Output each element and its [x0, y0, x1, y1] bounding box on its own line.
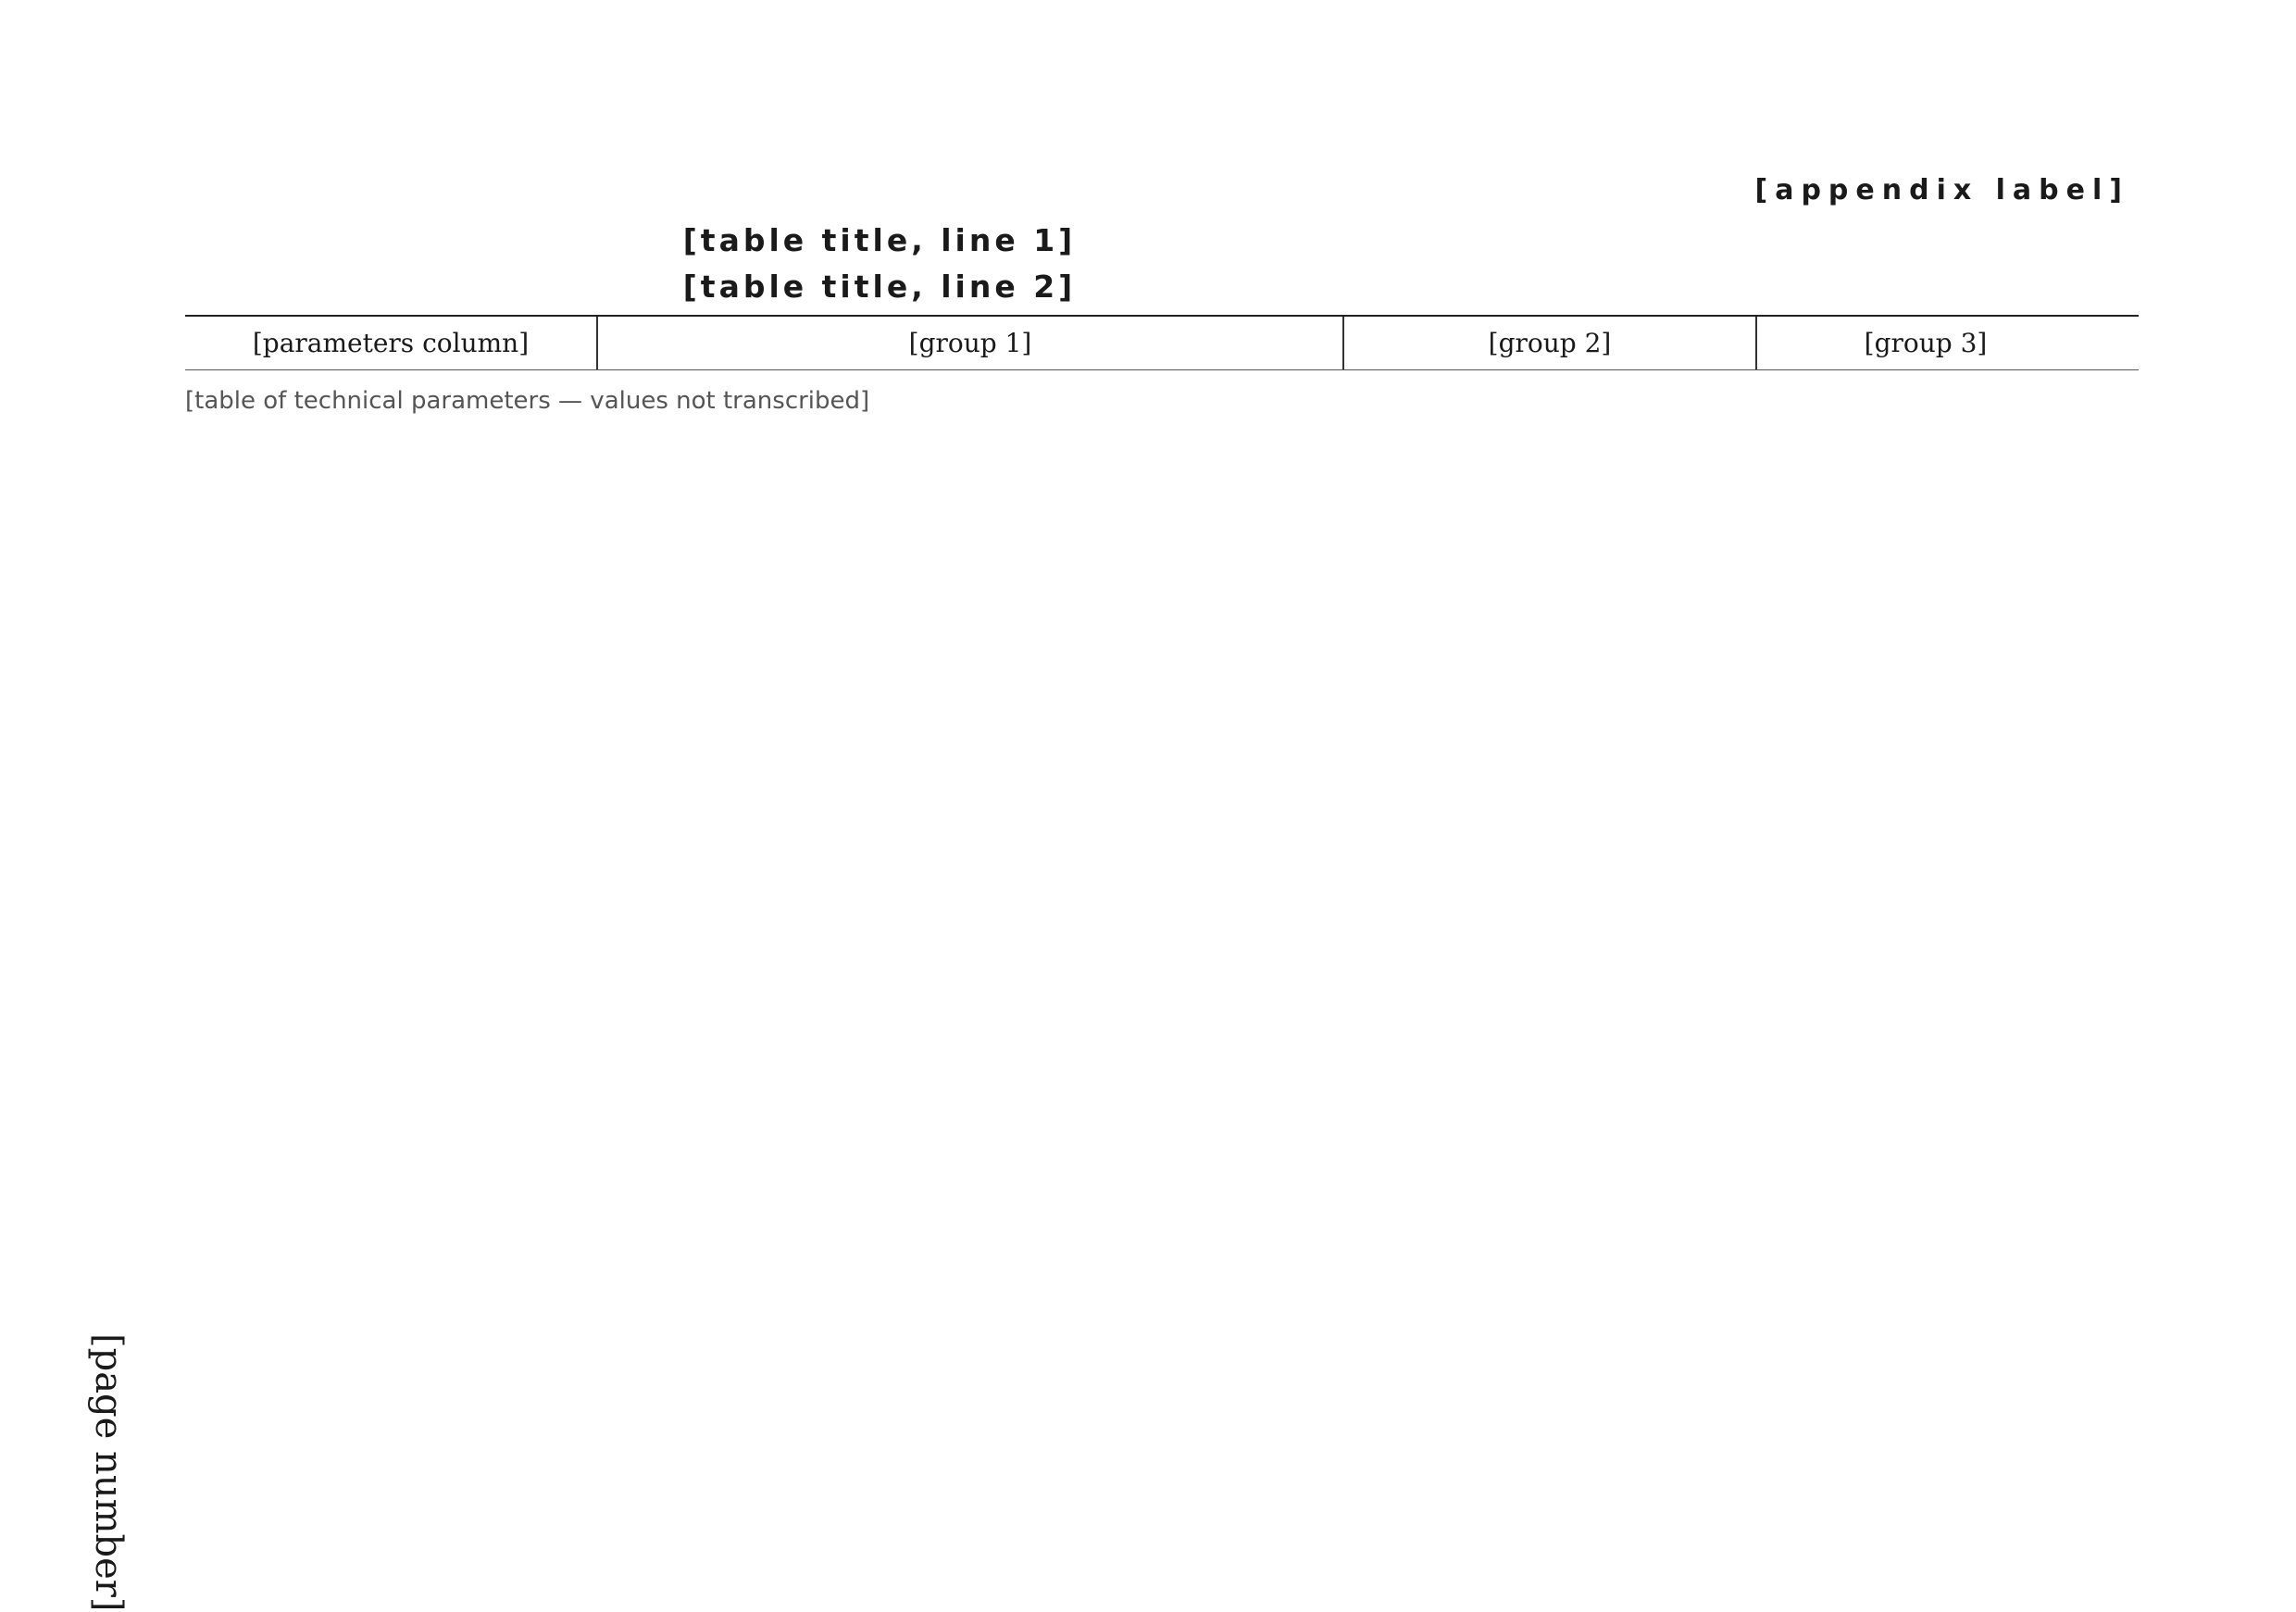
page-title: [0, 218, 1759, 310]
page-number: [page number]: [87, 1333, 130, 1612]
table-header-row: [185, 317, 2139, 370]
title-line-1: [table title, line 1]: [682, 222, 1077, 258]
param-header: [parameters column]: [252, 328, 530, 358]
appendix-label: [appendix label]: [1754, 174, 2129, 206]
title-line-2: [table title, line 2]: [682, 269, 1077, 305]
group-header-1: [group 1]: [596, 317, 1342, 369]
table-placeholder-note: [table of technical parameters — values not transcribed]: [185, 387, 870, 415]
group-header-3: [group 3]: [1755, 317, 2094, 369]
group-header-2: [group 2]: [1342, 317, 1755, 369]
specs-table: [185, 315, 2139, 431]
